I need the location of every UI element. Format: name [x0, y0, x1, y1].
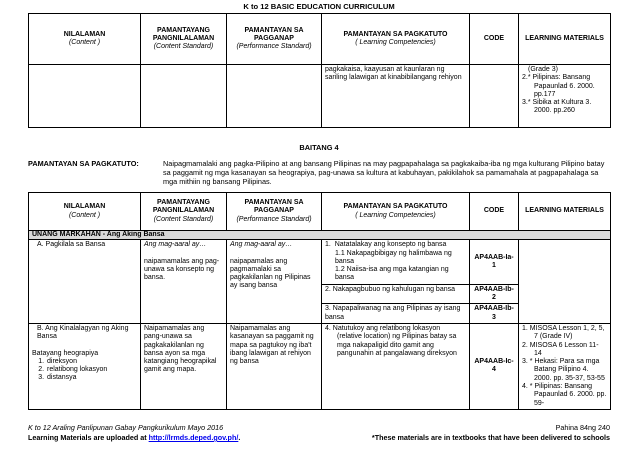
- continuation-table: [28, 64, 611, 128]
- header-code: CODE: [470, 193, 519, 231]
- header-code: CODE: [470, 14, 519, 65]
- cont-competency-cell: pagkakaisa, kaayusan at kaunlaran ng sariling lalawigan at kinabibilangang rehiyon: [322, 65, 470, 128]
- header-performance-standard: PAMANTAYAN SA PAGGANAP (Performance Standard): [227, 14, 322, 65]
- lm-item: 4. * Pilipinas: Bansang Papaunlad 6. 2000. pp. 59-: [522, 383, 607, 407]
- lm-cell-a: [519, 240, 611, 324]
- header-nilalaman: NILALAMAN (Content ): [29, 193, 141, 231]
- competency-1-1: 1.1 Nakapagbibigay ng halimbawa ng bansa: [335, 249, 452, 265]
- cont-code-cell: [470, 65, 519, 128]
- header-learning-materials: LEARNING MATERIALS: [519, 193, 611, 231]
- content-b: B. Ang Kinalalagyan ng Aking Bansa Batayang heograpiya 1. direksyon 2. relatibong lokasyon 3. distansya: [29, 323, 141, 409]
- footer-guide: K to 12 Araling Panlipunan Gabay Pangkurikulum Mayo 2016 Pahina 84ng 240: [28, 423, 610, 432]
- header-learning-competencies: PAMANTAYAN SA PAGKATUTO ( Learning Competencies): [322, 14, 470, 65]
- lm-item: 1. MISOSA Lesson 1, 2, 5, 7 (Grade IV): [522, 324, 605, 341]
- pamantayan-text: Naipagmamalaki ang pagka-Pilipino at ang bansang Pilipinas na may pagpapahalaga sa pagkakaiba-iba ng mga kulturang Pilipino batay sa paggamit ng mga kasanayan sa heograpiya, pag-unawa sa kultura at kabuhayan, pakikilahok sa pamamahala at pagpapahalaga sa mga mithiin ng bansang Pilipinas.: [163, 159, 605, 187]
- header-nilalaman: NILALAMAN (Content ): [29, 14, 141, 65]
- footer-upload: Learning Materials are uploaded at http://lrmds.deped.gov.ph/. *These materials are in textbooks that have been delivered to schools: [28, 433, 610, 442]
- lrmds-link[interactable]: http://lrmds.deped.gov.ph/: [148, 433, 239, 442]
- cont-performance-cell: [227, 65, 322, 128]
- competency-2: 2. Nakapagbubuo ng kahulugan ng bansa: [322, 284, 470, 304]
- cont-lm-item: 3.* Sibika at Kultura 3. 2000. pp.260: [522, 99, 592, 115]
- content-a: A. Pagkilala sa Bansa: [29, 240, 141, 324]
- cont-lm-item: 2.* Pilipinas: Bansang Papaunlad 6. 2000. pp.177: [522, 74, 595, 98]
- code-cell: AP4AAB-Ib-3: [470, 304, 519, 324]
- unit-heading: UNANG MARKAHAN - Ang Aking Bansa: [29, 231, 611, 240]
- cont-lm-item: (Grade 3): [528, 66, 558, 73]
- header-learning-competencies: PAMANTAYAN SA PAGKATUTO ( Learning Competencies): [322, 193, 470, 231]
- grade-title: BAITANG 4: [299, 143, 339, 152]
- lm-item: 2. MISOSA 6 Lesson 11- 14: [522, 341, 599, 357]
- document-title: K to 12 BASIC EDUCATION CURRICULUM: [243, 2, 395, 11]
- header-learning-materials: LEARNING MATERIALS: [519, 14, 611, 65]
- cont-lm-cell: [519, 65, 611, 128]
- lm-cell-b: [519, 323, 611, 409]
- footer-note: *These materials are in textbooks that have been delivered to schools: [371, 433, 610, 442]
- performance-standard-b: Naipamamalas ang kasanayan sa paggamit ng mapa sa pagtukoy ng iba't ibang lalawigan at rehiyon ng bansa: [227, 323, 322, 409]
- content-standard-b: Naipamamalas ang pang-unawa sa pagkakakilanlan ng bansa ayon sa mga katangiang heograpikal gamit ang mapa.: [141, 323, 227, 409]
- grade4-table: [28, 192, 611, 410]
- competency-1-2: 1.2 Naiisa-isa ang mga katangian ng bansa: [335, 266, 449, 282]
- pamantayan-label: PAMANTAYAN SA PAGKATUTO:: [28, 159, 139, 168]
- cont-content-cell: [29, 65, 141, 128]
- code-cell: AP4AAB-Ib-2: [470, 284, 519, 304]
- lm-item: 3. * Hekasi: Para sa mga Batang Pilipino 4. 2000. pp. 35-37, 53-55: [522, 358, 605, 382]
- content-b-item: 2. relatibong lokasyon: [46, 366, 137, 374]
- page-number: Pahina 84ng 240: [555, 423, 610, 432]
- content-b-item: 3. distansya: [46, 374, 137, 382]
- competency-1: 1. Natatalakay ang konsepto ng bansa 1.1 Nakapagbibigay ng halimbawa ng bansa 1.2 Naiisa-isa ang mga katangian ng bansa: [322, 240, 470, 284]
- performance-standard-a: Ang mag-aaral ay… naipapamalas ang pagmamalaki sa pagkakilanlan ng Pilipinas ay isang bansa: [227, 240, 322, 324]
- header-content-standard: PAMANTAYANG PANGNILALAMAN (Content Standard): [141, 14, 227, 65]
- content-standard-a: Ang mag-aaral ay… naipamamalas ang pag-unawa sa konsepto ng bansa.: [141, 240, 227, 324]
- content-b-item: 1. direksyon: [46, 358, 137, 366]
- header-performance-standard: PAMANTAYAN SA PAGGANAP (Performance Standard): [227, 193, 322, 231]
- header-content-standard: PAMANTAYANG PANGNILALAMAN (Content Standard): [141, 193, 227, 231]
- cont-content-standard-cell: [141, 65, 227, 128]
- code-cell: AP4AAB-Ic-4: [470, 323, 519, 409]
- curriculum-header-table: [28, 13, 611, 65]
- competency-3: 3. Napapaliwanag na ang Pilipinas ay isang bansa: [322, 304, 470, 324]
- code-cell: AP4AAB-Ia-1: [470, 240, 519, 284]
- competency-4: 4. Natutukoy ang relatibong lokasyon (relative location) ng Pilipinas batay sa mga nakapaligid dito gamit ang pangunahin at pangalawang direksyon: [322, 323, 470, 409]
- pamantayan-block: [28, 159, 610, 187]
